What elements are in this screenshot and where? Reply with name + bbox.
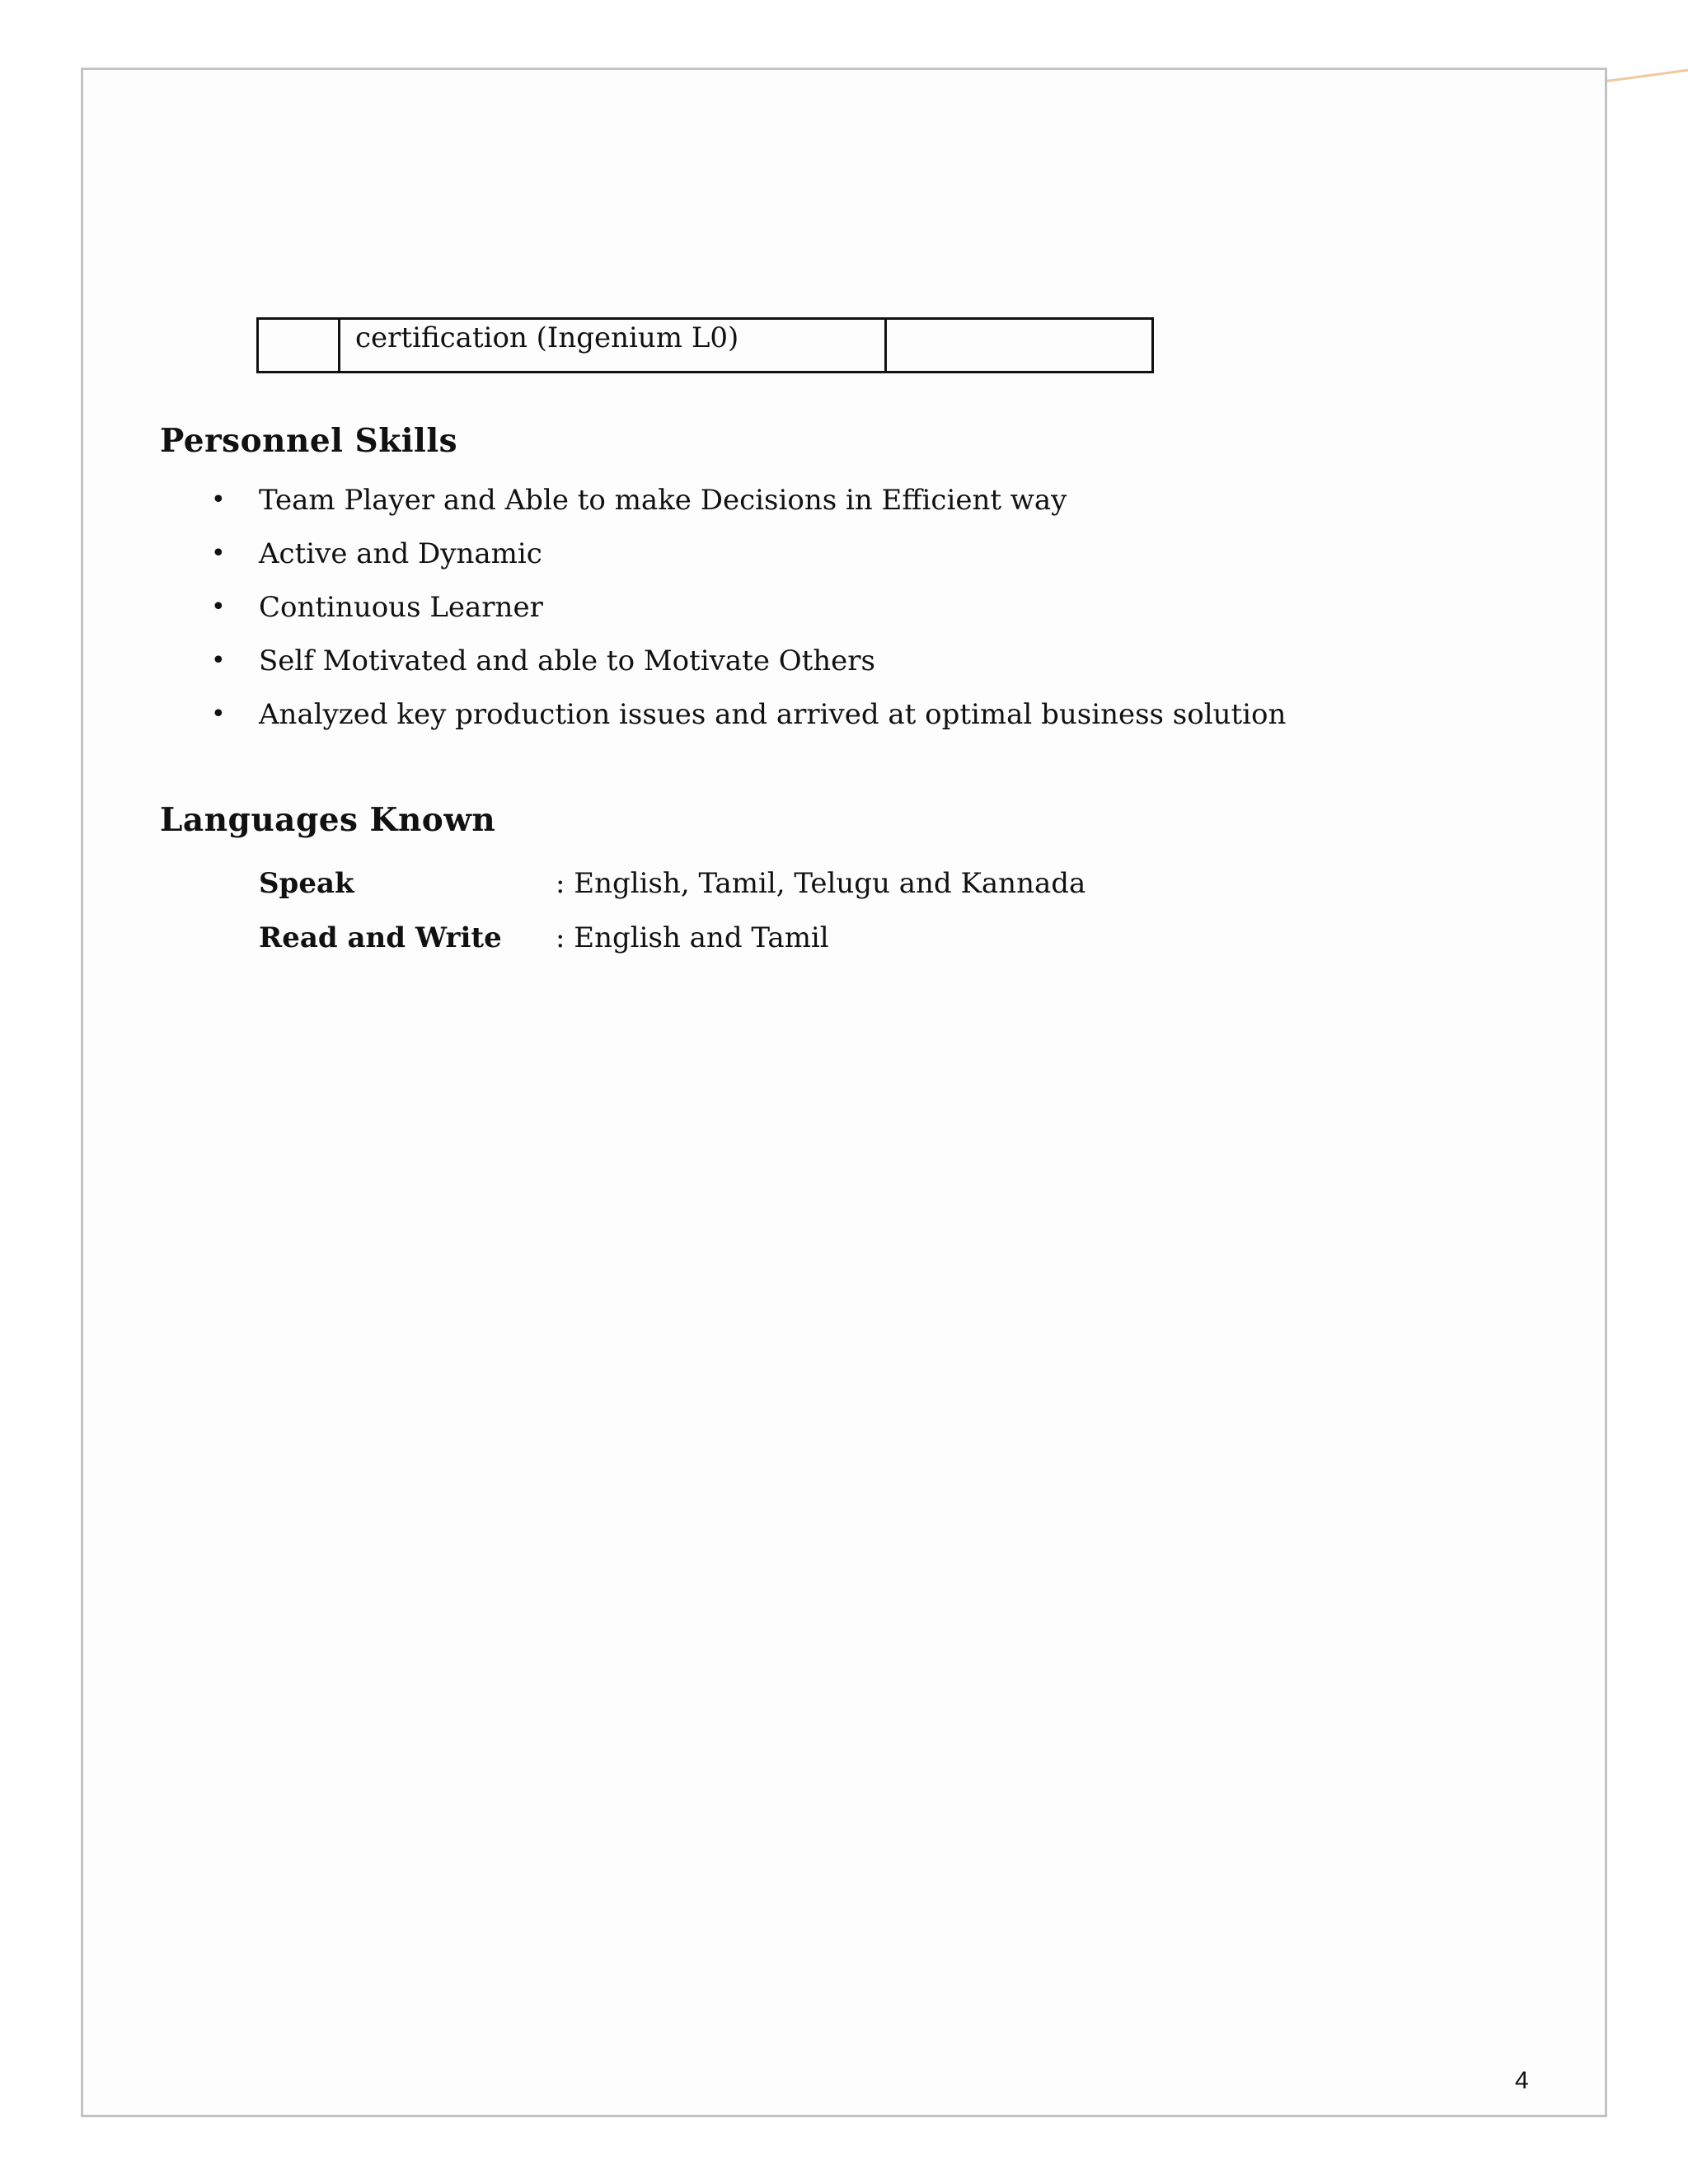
table-cell-empty (886, 319, 1153, 373)
bullet-icon: • (211, 646, 226, 675)
page-number: 4 (1515, 2067, 1529, 2094)
skill-text: Continuous Learner (259, 591, 543, 624)
skill-text: Active and Dynamic (259, 537, 542, 570)
bullet-icon: • (211, 593, 226, 621)
bullet-icon: • (211, 539, 226, 568)
language-label: Read and Write (259, 921, 502, 954)
bullet-icon: • (211, 700, 226, 729)
page-frame (81, 68, 1607, 2117)
language-label: Speak (259, 867, 354, 900)
personnel-skills-heading: Personnel Skills (160, 422, 458, 460)
language-value: : English and Tamil (556, 921, 829, 954)
language-row-read-write (259, 918, 829, 958)
bullet-icon: • (211, 485, 226, 514)
list-item (160, 588, 1286, 641)
list-item (160, 695, 1286, 748)
certification-table (256, 317, 1154, 373)
table-cell-description (340, 319, 886, 373)
table-row (258, 319, 1153, 373)
table-cell-index (258, 319, 340, 373)
skill-text: Analyzed key production issues and arrived at optimal business solution (259, 698, 1287, 731)
language-value: : English, Tamil, Telugu and Kannada (556, 867, 1086, 900)
languages-known-heading: Languages Known (160, 801, 496, 839)
skill-text: Team Player and Able to make Decisions in Efficient way (259, 484, 1067, 517)
certification-text: certification (Ingenium L0) (355, 321, 739, 354)
list-item (160, 534, 1286, 588)
list-item (160, 480, 1286, 534)
personnel-skills-list (160, 480, 1286, 748)
skill-text: Self Motivated and able to Motivate Others (259, 644, 875, 677)
list-item (160, 641, 1286, 695)
language-row-speak (259, 864, 1085, 903)
